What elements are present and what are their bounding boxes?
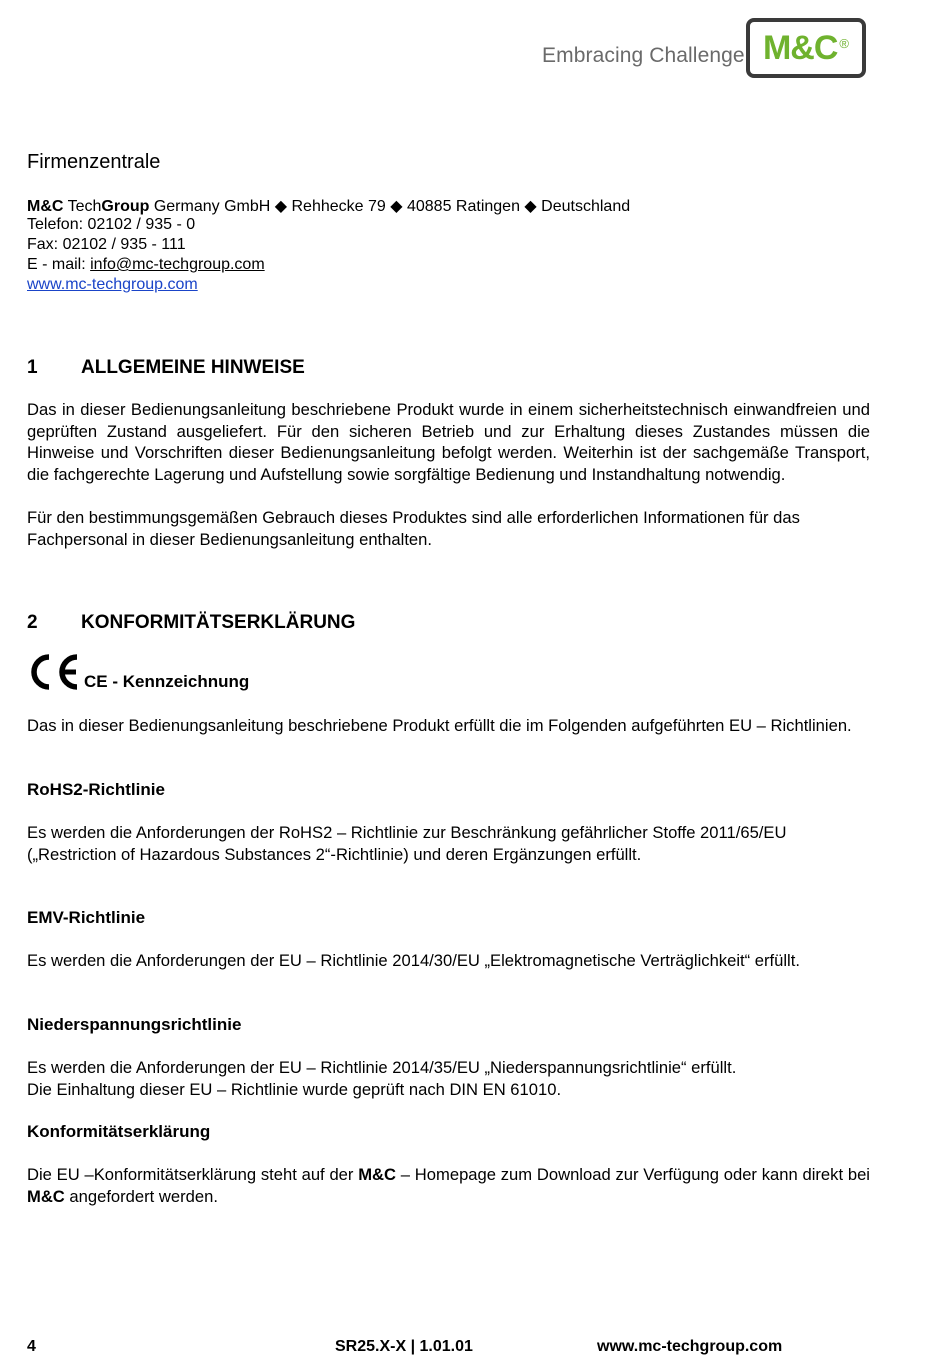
nsp-text-1: Es werden die Anforderungen der EU – Richtlinie 2014/35/EU „Niederspannungsrichtlinie“ erfüllt.: [27, 1058, 737, 1077]
konf-text-a: Die EU –Konformitätserklärung steht auf der: [27, 1165, 359, 1184]
emv-text: Es werden die Anforderungen der EU – Richtlinie 2014/30/EU „Elektromagnetische Verträglichkeit“ erfüllt.: [27, 951, 800, 970]
konf-brand-2: M&C: [27, 1186, 65, 1206]
konformitaet-text: [27, 1164, 870, 1207]
page-number: 4: [27, 1338, 36, 1355]
rohs-heading: RoHS2-Richtlinie: [27, 780, 165, 799]
tagline: Embracing Challenge: [542, 44, 745, 67]
company-name-mc: M&C: [27, 198, 64, 215]
fax: Fax: 02102 / 935 - 111: [27, 236, 186, 253]
nsp-heading: Niederspannungsrichtlinie: [27, 1015, 242, 1034]
company-logo: [746, 18, 866, 78]
konformitaet-heading: Konformitätserklärung: [27, 1122, 211, 1141]
website-link[interactable]: www.mc-techgroup.com: [27, 276, 198, 293]
eu-intro: Das in dieser Bedienungsanleitung beschriebene Produkt erfüllt die im Folgenden aufgeführten EU – Richtlinien.: [27, 716, 852, 735]
konf-brand-1: M&C: [358, 1165, 397, 1184]
nsp-text-2: Die Einhaltung dieser EU – Richtlinie wurde geprüft nach DIN EN 61010.: [27, 1080, 562, 1099]
konf-text-e: angefordert werden.: [64, 1186, 218, 1206]
konf-text-c: – Homepage zum Download zur Verfügung oder kann direkt bei: [396, 1165, 870, 1184]
section-1-number: 1: [27, 357, 38, 378]
section-1-title: ALLGEMEINE HINWEISE: [81, 357, 305, 378]
company-name-group: Group: [101, 198, 150, 215]
company-name-tech: Tech: [63, 198, 102, 215]
ce-mark-icon: [27, 652, 85, 692]
section-1-paragraph-2: Für den bestimmungsgemäßen Gebrauch dieses Produktes sind alle erforderlichen Informationen für das Fachpersonal in dieser Bedienungsanleitung enthalten.: [27, 508, 800, 549]
logo-text: M&C: [762, 28, 838, 67]
registered-mark: ®: [839, 35, 850, 51]
section-2-number: 2: [27, 612, 38, 633]
email-line: [27, 256, 265, 274]
company-heading: Firmenzentrale: [27, 151, 161, 173]
emv-heading: EMV-Richtlinie: [27, 908, 146, 927]
company-address: [27, 196, 630, 216]
rohs-text: Es werden die Anforderungen der RoHS2 – Richtlinie zur Beschränkung gefährlicher Stoffe 2011/65/EU („Restriction of Hazardous Substances 2“-Richtlinie) und deren Ergänzungen erfüllt.: [27, 823, 787, 864]
section-2-title: KONFORMITÄTSERKLÄRUNG: [81, 612, 356, 633]
address-text: Germany GmbH ◆ Rehhecke 79 ◆ 40885 Ratingen ◆ Deutschland: [149, 198, 631, 215]
section-1-paragraph-1: Das in dieser Bedienungsanleitung beschriebene Produkt wurde in einem sicherheitstechnisch einwandfreien und geprüften Zustand ausgeliefert. Für den sicheren Betrieb und zur Erhaltung dieses Zustandes müssen die Hinweise und Vorschriften dieser Bedienungsanleitung befolgt werden. Weiterhin ist der sachgemäße Transport, die fachgerechte Lagerung und Aufstellung sowie sorgfältige Bedienung und Instandhaltung notwendig.: [27, 400, 870, 484]
phone: Telefon: 02102 / 935 - 0: [27, 216, 196, 233]
website-line: [27, 276, 198, 294]
email-label: E - mail:: [27, 256, 91, 273]
footer-website: www.mc-techgroup.com: [597, 1338, 783, 1355]
ce-label: CE - Kennzeichnung: [84, 672, 250, 691]
document-id: SR25.X-X | 1.01.01: [335, 1338, 473, 1355]
email-link[interactable]: info@mc-techgroup.com: [90, 256, 265, 273]
